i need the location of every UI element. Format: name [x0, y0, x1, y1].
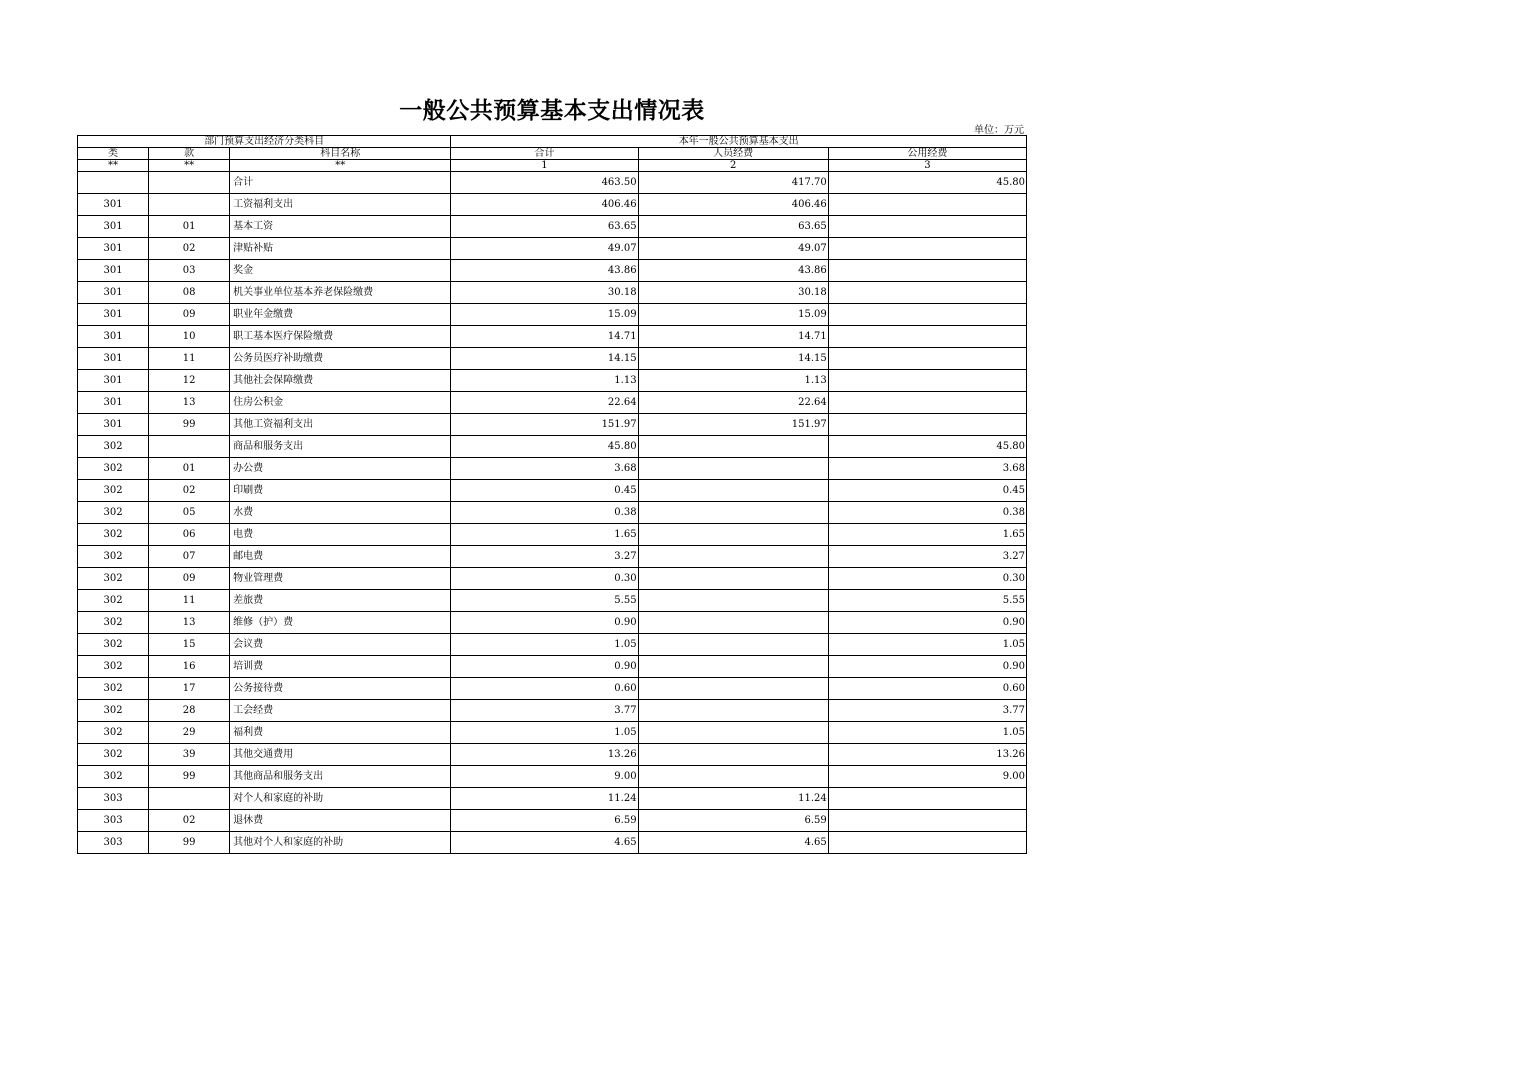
personnel-cell	[638, 766, 828, 788]
total-cell: 14.71	[451, 326, 638, 348]
personnel-cell	[638, 744, 828, 766]
item-code-cell: 08	[149, 282, 230, 304]
subject-name-cell: 基本工资	[230, 216, 451, 238]
column-header-subject-name: 科目名称	[230, 148, 451, 160]
table-row	[78, 744, 1027, 766]
total-cell: 13.26	[451, 744, 638, 766]
table-row	[78, 832, 1027, 854]
table-row	[78, 810, 1027, 832]
public-cell: 1.65	[828, 524, 1026, 546]
total-cell: 0.90	[451, 656, 638, 678]
public-cell	[828, 832, 1026, 854]
subject-name-cell: 印刷费	[230, 480, 451, 502]
public-cell: 1.05	[828, 722, 1026, 744]
total-cell: 11.24	[451, 788, 638, 810]
item-code-cell: 02	[149, 810, 230, 832]
item-code-cell	[149, 788, 230, 810]
subject-name-cell: 商品和服务支出	[230, 436, 451, 458]
category-code-cell: 301	[78, 238, 149, 260]
total-cell: 5.55	[451, 590, 638, 612]
item-code-cell: 03	[149, 260, 230, 282]
subject-name-cell: 其他对个人和家庭的补助	[230, 832, 451, 854]
subject-name-cell: 工资福利支出	[230, 194, 451, 216]
column-code: **	[149, 160, 230, 172]
total-cell: 1.13	[451, 370, 638, 392]
page-title: 一般公共预算基本支出情况表	[399, 97, 705, 124]
total-cell: 0.45	[451, 480, 638, 502]
personnel-cell: 151.97	[638, 414, 828, 436]
subject-name-cell: 退休费	[230, 810, 451, 832]
personnel-cell: 43.86	[638, 260, 828, 282]
total-cell: 4.65	[451, 832, 638, 854]
public-cell	[828, 810, 1026, 832]
column-code: 1	[451, 160, 638, 172]
header-column-row	[78, 148, 1027, 160]
public-cell	[828, 238, 1026, 260]
subject-name-cell: 培训费	[230, 656, 451, 678]
item-code-cell: 11	[149, 348, 230, 370]
personnel-cell: 417.70	[638, 172, 828, 194]
subject-name-cell: 差旅费	[230, 590, 451, 612]
item-code-cell: 01	[149, 458, 230, 480]
header-group-row	[78, 136, 1027, 148]
subject-name-cell: 职工基本医疗保险缴费	[230, 326, 451, 348]
public-cell	[828, 370, 1026, 392]
personnel-cell	[638, 436, 828, 458]
total-cell: 0.30	[451, 568, 638, 590]
item-code-cell: 29	[149, 722, 230, 744]
total-cell: 9.00	[451, 766, 638, 788]
public-cell	[828, 216, 1026, 238]
public-cell: 3.68	[828, 458, 1026, 480]
table-row	[78, 656, 1027, 678]
public-cell: 0.60	[828, 678, 1026, 700]
public-cell	[828, 260, 1026, 282]
total-cell: 406.46	[451, 194, 638, 216]
table-row	[78, 282, 1027, 304]
public-cell: 3.27	[828, 546, 1026, 568]
column-header-public: 公用经费	[828, 148, 1026, 160]
category-code-cell: 301	[78, 304, 149, 326]
table-row	[78, 370, 1027, 392]
public-cell: 45.80	[828, 436, 1026, 458]
header-code-row	[78, 160, 1027, 172]
table-row	[78, 766, 1027, 788]
table-row	[78, 414, 1027, 436]
column-code: 3	[828, 160, 1026, 172]
total-cell: 49.07	[451, 238, 638, 260]
total-cell: 0.60	[451, 678, 638, 700]
subject-name-cell: 水费	[230, 502, 451, 524]
total-cell: 463.50	[451, 172, 638, 194]
total-cell: 1.05	[451, 722, 638, 744]
personnel-cell: 63.65	[638, 216, 828, 238]
item-code-cell: 11	[149, 590, 230, 612]
subject-name-cell: 其他工资福利支出	[230, 414, 451, 436]
table-row	[78, 502, 1027, 524]
subject-name-cell: 其他交通费用	[230, 744, 451, 766]
public-cell: 45.80	[828, 172, 1026, 194]
personnel-cell	[638, 524, 828, 546]
subject-name-cell: 职业年金缴费	[230, 304, 451, 326]
category-code-cell: 301	[78, 282, 149, 304]
total-cell: 43.86	[451, 260, 638, 282]
subject-name-cell: 会议费	[230, 634, 451, 656]
category-code-cell: 302	[78, 678, 149, 700]
table-row	[78, 458, 1027, 480]
subject-name-cell: 物业管理费	[230, 568, 451, 590]
table-row	[78, 304, 1027, 326]
public-cell: 0.90	[828, 612, 1026, 634]
public-cell	[828, 304, 1026, 326]
item-code-cell: 28	[149, 700, 230, 722]
personnel-cell	[638, 700, 828, 722]
category-code-cell: 302	[78, 612, 149, 634]
subject-name-cell: 津贴补贴	[230, 238, 451, 260]
item-code-cell: 99	[149, 414, 230, 436]
personnel-cell: 15.09	[638, 304, 828, 326]
category-code-cell: 301	[78, 414, 149, 436]
header-group-left: 部门预算支出经济分类科目	[78, 136, 451, 148]
category-code-cell: 302	[78, 700, 149, 722]
table-row	[78, 524, 1027, 546]
public-cell	[828, 788, 1026, 810]
category-code-cell: 302	[78, 590, 149, 612]
column-code: **	[78, 160, 149, 172]
item-code-cell: 15	[149, 634, 230, 656]
item-code-cell: 16	[149, 656, 230, 678]
personnel-cell	[638, 722, 828, 744]
personnel-cell	[638, 546, 828, 568]
item-code-cell	[149, 172, 230, 194]
category-code-cell: 302	[78, 524, 149, 546]
total-cell: 63.65	[451, 216, 638, 238]
table-row	[78, 634, 1027, 656]
category-code-cell: 302	[78, 480, 149, 502]
category-code-cell: 302	[78, 502, 149, 524]
category-code-cell: 302	[78, 458, 149, 480]
subject-name-cell: 住房公积金	[230, 392, 451, 414]
subject-name-cell: 维修（护）费	[230, 612, 451, 634]
table-row	[78, 216, 1027, 238]
category-code-cell: 301	[78, 260, 149, 282]
personnel-cell	[638, 634, 828, 656]
personnel-cell: 4.65	[638, 832, 828, 854]
item-code-cell: 09	[149, 568, 230, 590]
item-code-cell: 01	[149, 216, 230, 238]
item-code-cell: 13	[149, 392, 230, 414]
personnel-cell	[638, 480, 828, 502]
personnel-cell: 6.59	[638, 810, 828, 832]
subject-name-cell: 其他社会保障缴费	[230, 370, 451, 392]
public-cell: 0.45	[828, 480, 1026, 502]
personnel-cell	[638, 458, 828, 480]
item-code-cell: 12	[149, 370, 230, 392]
total-cell: 6.59	[451, 810, 638, 832]
table-row	[78, 788, 1027, 810]
category-code-cell: 302	[78, 634, 149, 656]
table-row	[78, 326, 1027, 348]
table-row	[78, 436, 1027, 458]
total-cell: 15.09	[451, 304, 638, 326]
category-code-cell	[78, 172, 149, 194]
column-header-total: 合计	[451, 148, 638, 160]
subject-name-cell: 电费	[230, 524, 451, 546]
subject-name-cell: 邮电费	[230, 546, 451, 568]
item-code-cell: 06	[149, 524, 230, 546]
table-row	[78, 700, 1027, 722]
table-row	[78, 194, 1027, 216]
public-cell: 1.05	[828, 634, 1026, 656]
table-row	[78, 260, 1027, 282]
category-code-cell: 303	[78, 788, 149, 810]
item-code-cell: 10	[149, 326, 230, 348]
subject-name-cell: 公务员医疗补助缴费	[230, 348, 451, 370]
public-cell	[828, 414, 1026, 436]
item-code-cell: 99	[149, 766, 230, 788]
personnel-cell: 49.07	[638, 238, 828, 260]
category-code-cell: 301	[78, 326, 149, 348]
personnel-cell: 22.64	[638, 392, 828, 414]
table-row	[78, 722, 1027, 744]
column-code: 2	[638, 160, 828, 172]
table-row	[78, 612, 1027, 634]
public-cell	[828, 348, 1026, 370]
category-code-cell: 301	[78, 348, 149, 370]
total-cell: 1.65	[451, 524, 638, 546]
personnel-cell	[638, 656, 828, 678]
personnel-cell	[638, 612, 828, 634]
public-cell: 0.90	[828, 656, 1026, 678]
item-code-cell: 02	[149, 480, 230, 502]
category-code-cell: 302	[78, 436, 149, 458]
total-cell: 0.90	[451, 612, 638, 634]
item-code-cell: 07	[149, 546, 230, 568]
total-cell: 30.18	[451, 282, 638, 304]
category-code-cell: 302	[78, 568, 149, 590]
subject-name-cell: 公务接待费	[230, 678, 451, 700]
personnel-cell	[638, 568, 828, 590]
category-code-cell: 302	[78, 546, 149, 568]
category-code-cell: 302	[78, 722, 149, 744]
table-row	[78, 480, 1027, 502]
subject-name-cell: 福利费	[230, 722, 451, 744]
subject-name-cell: 合计	[230, 172, 451, 194]
table-row	[78, 568, 1027, 590]
category-code-cell: 302	[78, 744, 149, 766]
item-code-cell: 02	[149, 238, 230, 260]
personnel-cell: 1.13	[638, 370, 828, 392]
total-cell: 3.27	[451, 546, 638, 568]
unit-label: 单位：万元	[974, 125, 1024, 136]
item-code-cell: 39	[149, 744, 230, 766]
subject-name-cell: 机关事业单位基本养老保险缴费	[230, 282, 451, 304]
total-cell: 45.80	[451, 436, 638, 458]
column-header-personnel: 人员经费	[638, 148, 828, 160]
item-code-cell: 13	[149, 612, 230, 634]
item-code-cell: 09	[149, 304, 230, 326]
item-code-cell: 99	[149, 832, 230, 854]
item-code-cell	[149, 436, 230, 458]
table-row	[78, 392, 1027, 414]
personnel-cell: 14.15	[638, 348, 828, 370]
public-cell: 9.00	[828, 766, 1026, 788]
category-code-cell: 301	[78, 370, 149, 392]
public-cell: 3.77	[828, 700, 1026, 722]
column-code: **	[230, 160, 451, 172]
total-cell: 3.68	[451, 458, 638, 480]
personnel-cell: 406.46	[638, 194, 828, 216]
personnel-cell	[638, 678, 828, 700]
budget-table	[77, 135, 1027, 854]
total-cell: 1.05	[451, 634, 638, 656]
public-cell	[828, 282, 1026, 304]
header-group-right: 本年一般公共预算基本支出	[451, 136, 1027, 148]
item-code-cell: 05	[149, 502, 230, 524]
subject-name-cell: 对个人和家庭的补助	[230, 788, 451, 810]
table-row	[78, 238, 1027, 260]
category-code-cell: 301	[78, 392, 149, 414]
table-row	[78, 172, 1027, 194]
table-row	[78, 348, 1027, 370]
subject-name-cell: 奖金	[230, 260, 451, 282]
column-header-kuan: 款	[149, 148, 230, 160]
total-cell: 3.77	[451, 700, 638, 722]
personnel-cell: 11.24	[638, 788, 828, 810]
item-code-cell	[149, 194, 230, 216]
category-code-cell: 303	[78, 832, 149, 854]
category-code-cell: 303	[78, 810, 149, 832]
public-cell	[828, 194, 1026, 216]
subject-name-cell: 其他商品和服务支出	[230, 766, 451, 788]
table-row	[78, 590, 1027, 612]
public-cell	[828, 326, 1026, 348]
public-cell: 13.26	[828, 744, 1026, 766]
category-code-cell: 301	[78, 194, 149, 216]
column-header-lei: 类	[78, 148, 149, 160]
item-code-cell: 17	[149, 678, 230, 700]
category-code-cell: 301	[78, 216, 149, 238]
subject-name-cell: 办公费	[230, 458, 451, 480]
public-cell	[828, 392, 1026, 414]
total-cell: 22.64	[451, 392, 638, 414]
category-code-cell: 302	[78, 656, 149, 678]
personnel-cell	[638, 590, 828, 612]
personnel-cell: 30.18	[638, 282, 828, 304]
total-cell: 151.97	[451, 414, 638, 436]
public-cell: 0.38	[828, 502, 1026, 524]
subject-name-cell: 工会经费	[230, 700, 451, 722]
category-code-cell: 302	[78, 766, 149, 788]
table-row	[78, 546, 1027, 568]
total-cell: 14.15	[451, 348, 638, 370]
personnel-cell: 14.71	[638, 326, 828, 348]
table-row	[78, 678, 1027, 700]
public-cell: 5.55	[828, 590, 1026, 612]
public-cell: 0.30	[828, 568, 1026, 590]
personnel-cell	[638, 502, 828, 524]
total-cell: 0.38	[451, 502, 638, 524]
